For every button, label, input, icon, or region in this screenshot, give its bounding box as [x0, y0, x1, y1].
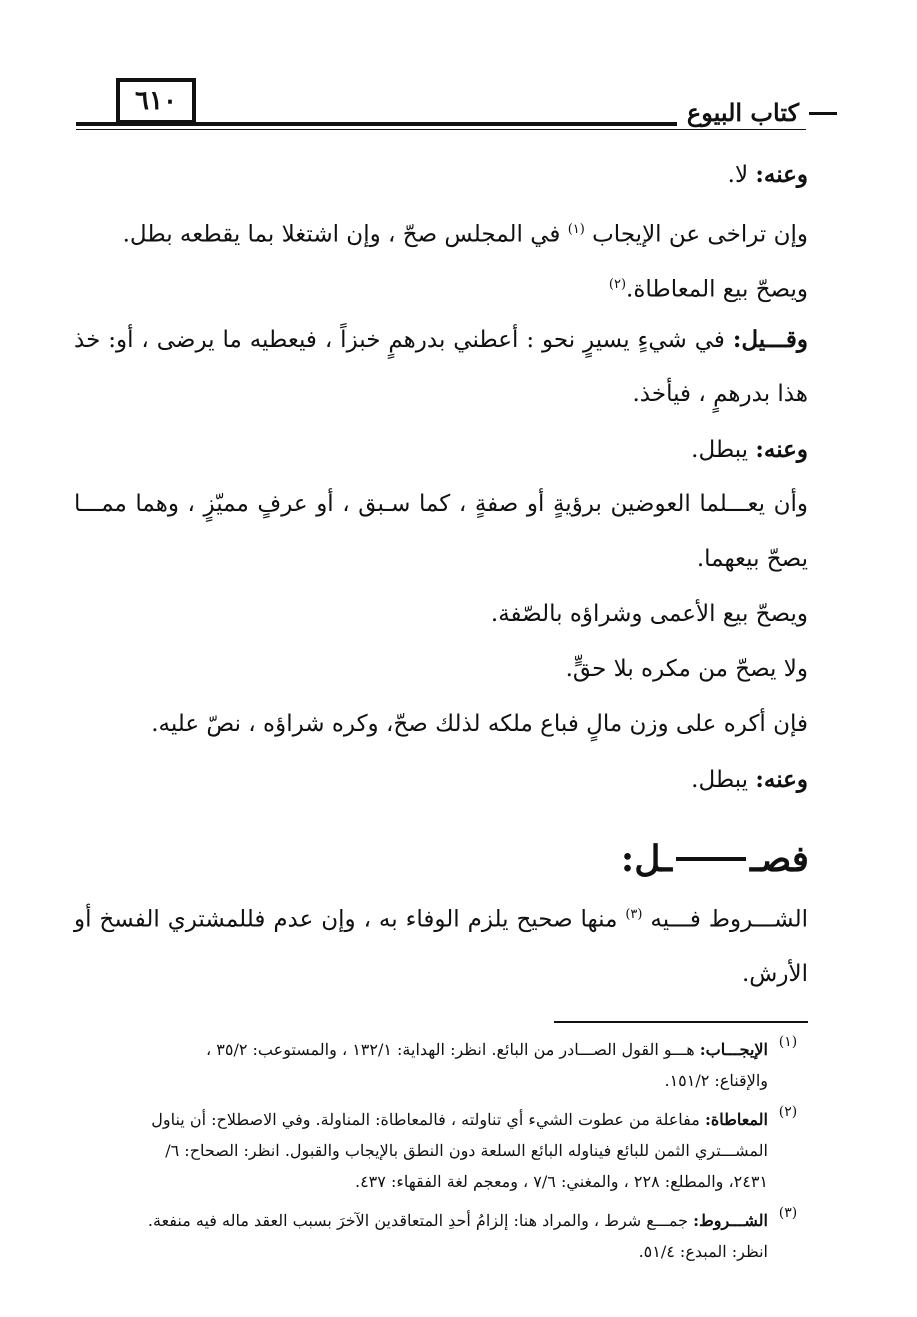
section-text — [74, 892, 808, 1012]
footnote-line: ٢٤٣١، والمطلع: ٢٢٨ ، والمغني: ٧/٦ ، ومعجم لغة الفقهاء: ٤٣٧. — [354, 1172, 768, 1191]
footnote-body — [74, 1104, 768, 1197]
header-rule-thin — [76, 129, 806, 130]
footnote-line — [74, 1104, 768, 1135]
paragraph-text: منها صحيح يلزم الوفاء به ، وإن عدم فللمشتري الفسخ أو — [74, 906, 618, 933]
footnote-term: الإيجـــاب: — [699, 1040, 768, 1059]
page-number: ٦١٠ — [116, 78, 196, 124]
running-title: كتاب البيوع — [677, 98, 809, 127]
footnote-term: الشـــروط: — [693, 1211, 768, 1230]
paragraph: ويصحّ بيع الأعمى وشراؤه بالصّفة. — [490, 601, 808, 627]
section-heading — [621, 838, 809, 880]
footnote-line — [74, 1205, 768, 1236]
paragraph-text: ويصحّ بيع المعاطاة. — [626, 276, 808, 303]
footnote-ref[interactable]: (٣) — [625, 907, 643, 922]
paragraph-cont: الأرش. — [741, 961, 808, 987]
footnote — [74, 1034, 808, 1096]
paragraph-text: يبطل. — [691, 437, 749, 463]
paragraph — [74, 427, 808, 482]
paragraph: فإن أكره على وزن مالٍ فباع ملكه لذلك صحّ، وكره شراؤه ، نصّ عليه. — [151, 711, 808, 737]
paragraph — [74, 207, 808, 262]
paragraph-text: لا. — [727, 162, 749, 188]
footnote-number: (٢) — [778, 1104, 798, 1120]
footnote-line: انظر: المبدع: ٥١/٤. — [638, 1242, 768, 1261]
paragraph-text: الشـــروط فـــيه — [650, 906, 808, 933]
footnote-body — [74, 1034, 768, 1096]
footnote-line: والإقناع: ١٥١/٢. — [664, 1071, 768, 1090]
footnote-separator — [554, 1021, 808, 1023]
footnote-term: المعاطاة: — [704, 1110, 768, 1129]
footnote-text: هـــو القول الصـــادر من البائع. انظر: الهداية: ١٣٢/١ ، والمستوعب: ٣٥/٢ ، — [206, 1040, 695, 1059]
lead-word: وقـــيل: — [732, 326, 808, 353]
footnotes — [74, 1034, 808, 1275]
footnote-line — [74, 1034, 768, 1065]
title-dash — [809, 112, 837, 115]
paragraph-text: وإن تراخى عن الإيجاب — [592, 221, 808, 248]
paragraph — [74, 757, 808, 812]
footnote-text: مفاعلة من عطوت الشيء أي تناولته ، فالمعاطاة: المناولة. وفي الاصطلاح: أن يناول — [151, 1110, 700, 1129]
heading-start: فصـ — [750, 838, 809, 880]
paragraph-text: يبطل. — [691, 767, 749, 793]
footnote-ref[interactable]: (٢) — [608, 277, 627, 292]
footnote-text: جمـــع شرط ، والمراد هنا: إلزامُ أحدِ المتعاقدين الآخرَ بسبب العقد ماله فيه منفعة. — [147, 1211, 688, 1230]
lead-word: وعنه: — [755, 161, 808, 188]
footnote-line: المشـــتري الثمن للبائع فيناوله البائع السلعة دون النطق بالإيجاب والقبول. انظر: الصحاح: ٦/ — [165, 1141, 768, 1160]
paragraph: ولا يصحّ من مكره بلا حقٍّ. — [565, 656, 808, 682]
main-text — [74, 152, 808, 812]
paragraph-cont: يصحّ بيعهما. — [696, 546, 808, 572]
paragraph-cont: هذا بدرهمٍ ، فيأخذ. — [632, 381, 808, 407]
footnote — [74, 1104, 808, 1197]
paragraph — [74, 262, 808, 317]
heading-kashida — [676, 857, 746, 861]
footnote-number: (١) — [778, 1034, 798, 1050]
footnote-ref[interactable]: (١) — [567, 222, 585, 237]
lead-word: وعنه: — [755, 436, 808, 463]
heading-end: ـل: — [620, 838, 673, 880]
paragraph-text: في المجلس صحّ ، وإن اشتغلا بما يقطعه بطل. — [122, 221, 561, 248]
footnote — [74, 1205, 808, 1267]
paragraph-text: في شيءٍ يسيرٍ نحو : أعطني بدرهمٍ خبزاً ، فيعطيه ما يرضى ، أو: خذ — [74, 327, 725, 353]
paragraph — [74, 317, 808, 372]
footnote-body — [74, 1205, 768, 1267]
footnote-number: (٣) — [778, 1205, 798, 1221]
paragraph: وأن يعـــلما العوضين برؤيةٍ أو صفةٍ ، كما سـبق ، أو عرفٍ مميّزٍ ، وهما ممـــا — [74, 491, 808, 517]
paragraph — [74, 892, 808, 952]
lead-word: وعنه: — [755, 766, 808, 793]
paragraph — [74, 152, 808, 207]
